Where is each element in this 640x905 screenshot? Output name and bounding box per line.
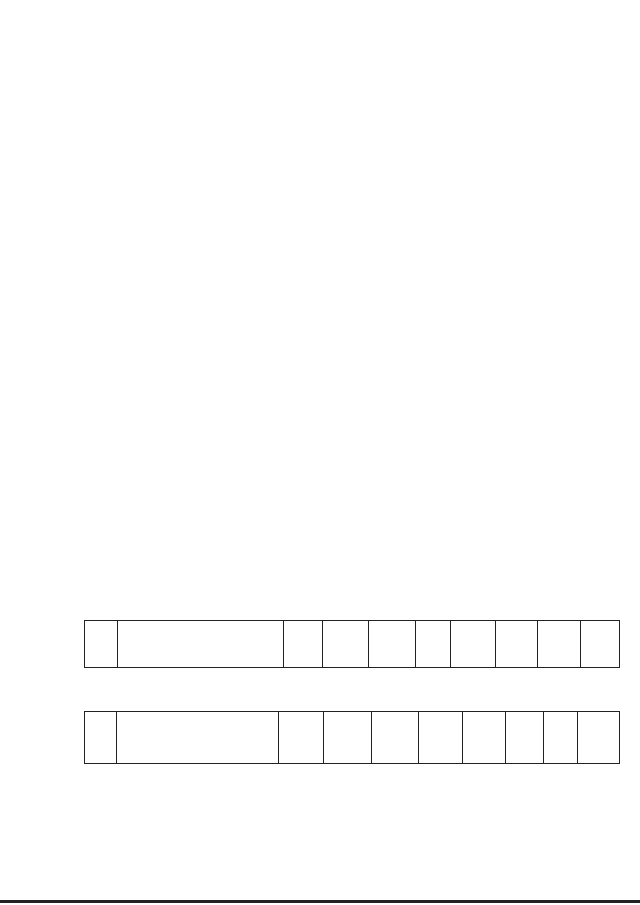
row-value <box>416 621 451 668</box>
row-name <box>117 712 279 764</box>
row-value <box>322 621 369 668</box>
row-value <box>581 621 620 668</box>
page-bottom-border <box>0 900 640 903</box>
table-row-1-13-1 <box>84 711 620 764</box>
row-value <box>544 712 578 764</box>
row-unit <box>278 712 324 764</box>
table-row-1-12-2 <box>84 620 620 668</box>
row-value <box>495 621 538 668</box>
row-value <box>450 621 495 668</box>
row-value <box>538 621 581 668</box>
row-code <box>85 621 118 668</box>
row-value <box>578 712 620 764</box>
row-name <box>117 621 283 668</box>
row-unit <box>283 621 322 668</box>
row-value <box>369 621 416 668</box>
row-value <box>371 712 419 764</box>
row-value <box>419 712 463 764</box>
row-value <box>506 712 544 764</box>
row-value <box>462 712 506 764</box>
row-value <box>324 712 372 764</box>
row-code <box>85 712 117 764</box>
